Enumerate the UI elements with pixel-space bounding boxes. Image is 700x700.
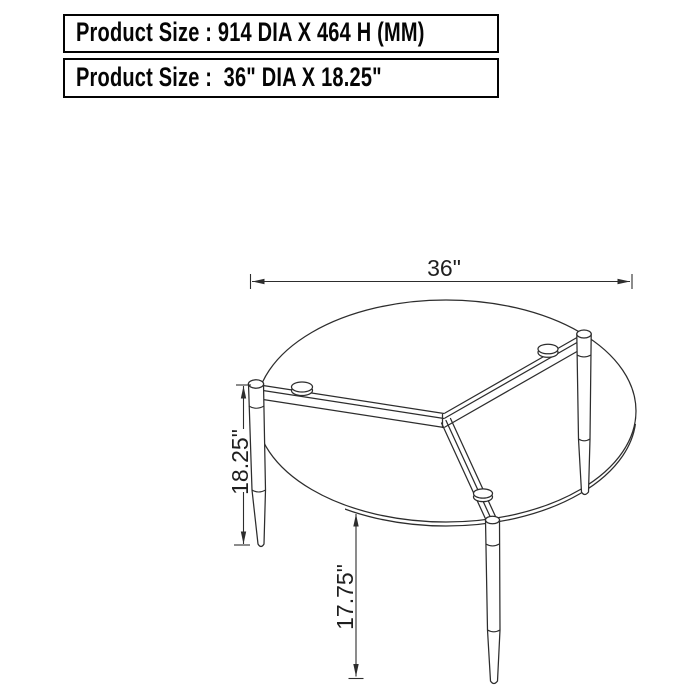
bar-mid-edge — [263, 391, 444, 419]
arrowhead-down — [241, 532, 246, 545]
bar-right-edge — [451, 419, 496, 517]
dimension-floor-clearance — [332, 514, 364, 679]
bar-left-edge — [442, 423, 487, 521]
disc-top — [474, 489, 493, 498]
bar-bottom-edge — [263, 400, 444, 428]
glass-support-disc-right — [538, 344, 558, 357]
right-leg — [577, 330, 591, 495]
disc-top — [292, 382, 313, 392]
glass-support-disc-front — [474, 489, 493, 502]
leg-top-cap — [486, 516, 500, 524]
bar-bottom-edge — [445, 352, 577, 428]
frame-front-bar — [442, 419, 496, 522]
product-size-inch-text: Product Size : 36" DIA X 18.25" — [76, 62, 382, 92]
bar-mid-edge — [446, 421, 491, 519]
arrowhead-right — [618, 279, 631, 284]
diameter-label: 36" — [427, 255, 461, 281]
dimension-diameter — [251, 255, 633, 289]
front-leg — [486, 516, 501, 683]
product-size-mm-text: Product Size : 914 DIA X 464 H (MM) — [76, 18, 425, 48]
bar-top-edge — [263, 386, 444, 414]
frame-left-bar — [263, 386, 444, 428]
leg-top-cap — [248, 380, 263, 388]
leg-height-label: 18.25" — [227, 429, 253, 495]
leg-outline — [577, 334, 591, 495]
disc-top — [538, 344, 558, 354]
arrowhead-up — [241, 386, 246, 399]
arrowhead-down — [353, 664, 358, 677]
floor-clearance-label: 17.75" — [332, 564, 358, 630]
leg-top-cap — [577, 330, 591, 338]
frame-y-brace — [263, 338, 577, 522]
glass-support-disc-left — [292, 382, 313, 396]
arrowhead-left — [252, 279, 265, 284]
arrowhead-up — [353, 514, 358, 527]
